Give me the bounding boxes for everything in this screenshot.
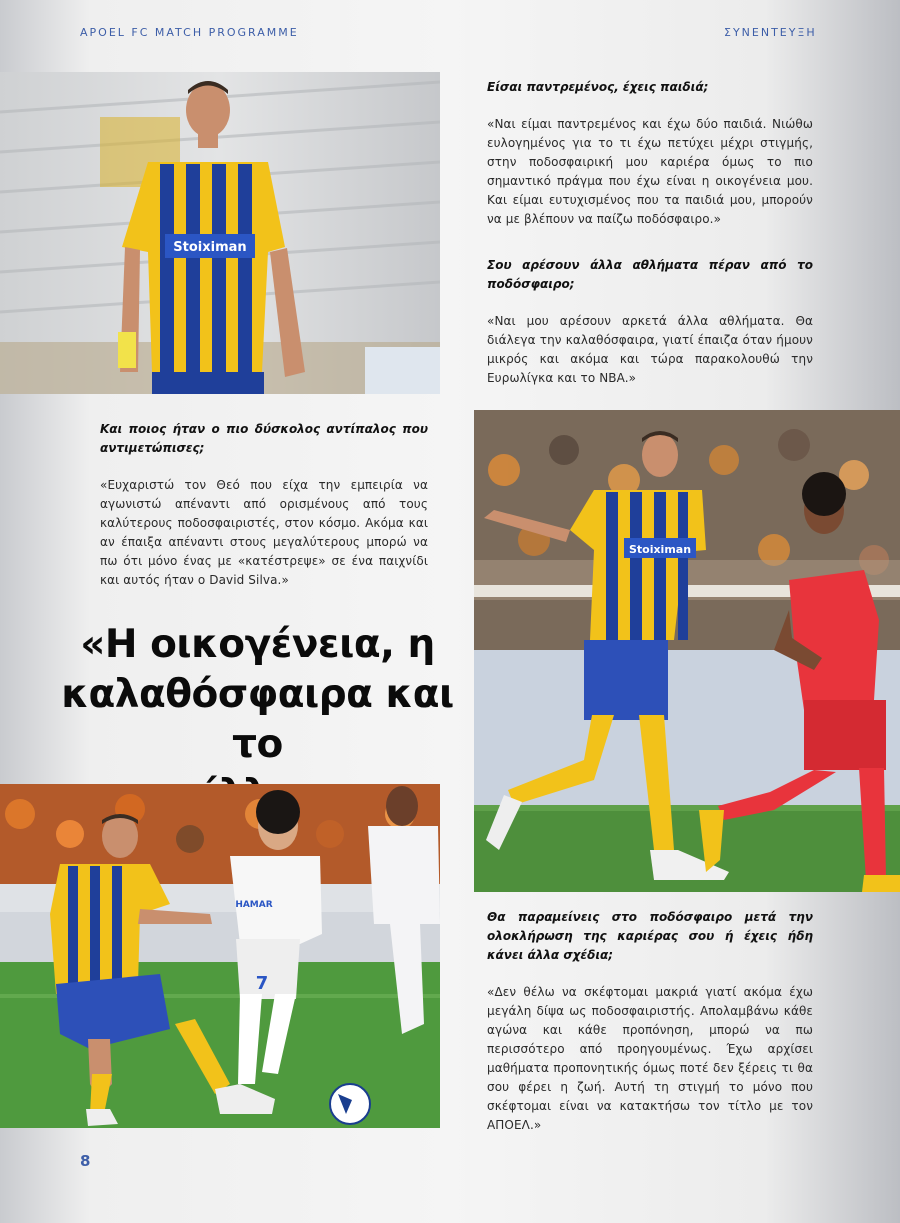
interview-question: Και ποιος ήταν ο πιο δύσκολος αντίπαλος που αντιμετώπισες; (100, 422, 428, 455)
opponent-sponsor: HAMAR (235, 900, 273, 910)
interview-block-2 (487, 256, 813, 388)
interview-block-4 (487, 908, 813, 1135)
player-portrait-photo (0, 72, 440, 394)
section-title: ΣΥΝΕΝΤΕΥΞΗ (724, 26, 817, 39)
opponent-number: 7 (255, 973, 269, 994)
interview-question: Σου αρέσουν άλλα αθλήματα πέραν από το ποδόσφαιρο; (487, 258, 813, 291)
interview-block-1 (487, 78, 813, 229)
interview-answer: «Ευχαριστώ τον Θεό που είχα την εμπειρία να αγωνιστώ απέναντι από ορισμένους από τους καλύτερους ποδοσφαιριστές, στον κόσμο. Ακόμα και αν έπαιξα απέναντι στους μεγαλύτερους μπορώ να πω ότι μόνο ένας με «κατέστρεψε» σε ένα παιχνίδι και αυτός ήταν ο David Silva.» (100, 478, 428, 587)
sponsor-logo: Stoiximan (173, 240, 247, 255)
interview-answer: «Ναι είμαι παντρεμένος και έχω δύο παιδιά. Νιώθω ευλογημένος για το τι έχω πετύχει μέχρι στιγμής, στην ποδοσφαιρική μου καριέρα όμως το πιο σημαντικό πράγμα που έχω είναι η οικογένεια μου. Και είμαι ευτυχισμένος που τα παιδιά μου, μπορούν να με βλέπουν να παίζω ποδόσφαιρο.» (487, 117, 813, 226)
page-number: 8 (80, 1152, 91, 1170)
interview-answer: «Ναι μου αρέσουν αρκετά άλλα αθλήματα. Θα διάλεγα την καλαθόσφαιρα, γιατί έπαιζα όταν ήμουν μικρός και ακόμα και τώρα παρακολουθώ την Ευρωλίγκα και το NBA.» (487, 314, 813, 385)
interview-question: Είσαι παντρεμένος, έχεις παιδιά; (487, 80, 709, 94)
sponsor-logo: Stoiximan (628, 543, 692, 556)
pull-quote-line: «Η οικογένεια, η (80, 622, 435, 667)
interview-answer: «Δεν θέλω να σκέφτομαι μακριά γιατί ακόμα έχω μεγάλη δίψα ως ποδοσφαιριστής. Απολαμβάνω κάθε αγώνα και κάθε προπόνηση, μπορώ να πω περισσότερο από προηγουμένως. Έχω αρχίσει μαθήματα προπονητικής όμως ποτέ δεν ξέρεις τι θα σου φέρει η ζωή. Αυτή τη στιγμή το μόνο που σκέφτομαι είναι να κατακτήσω τον τίτλο με τον ΑΠΟΕΛ.» (487, 985, 813, 1132)
interview-question: Θα παραμείνεις στο ποδόσφαιρο μετά την ολοκλήρωση της καριέρας σου ή έχεις ήδη κάνει άλλα σχέδια; (487, 910, 813, 962)
interview-block-3 (100, 420, 428, 590)
pull-quote-line: καλαθόσφαιρα και το (61, 672, 454, 767)
match-duel-photo (0, 784, 440, 1128)
programme-title: APOEL FC MATCH PROGRAMME (80, 26, 299, 39)
match-action-photo (474, 410, 900, 892)
